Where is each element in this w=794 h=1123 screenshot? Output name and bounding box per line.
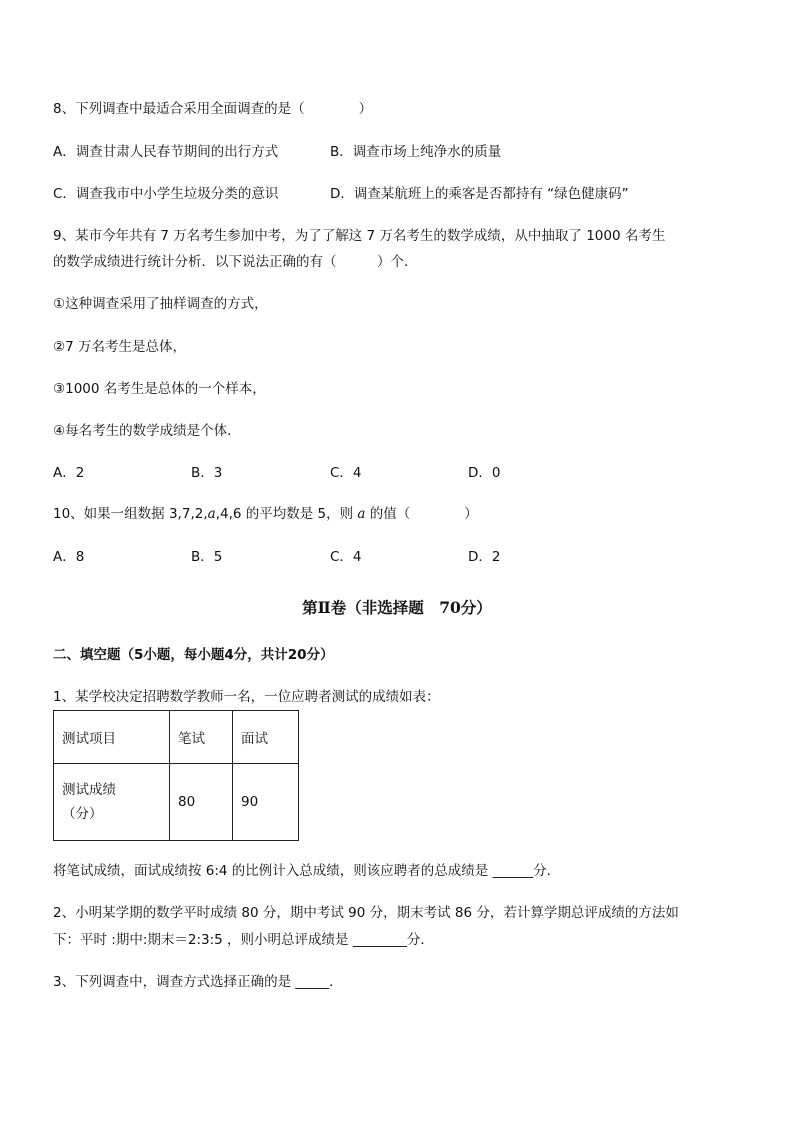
fill1-after: 将笔试成绩，面试成绩按 6:4 的比例计入总成绩，则该应聘者的总成绩是 ______分． (53, 863, 561, 879)
q10-option-c: C．4 (330, 549, 362, 565)
score-table (53, 710, 299, 841)
q8-option-d: D．调查某航班上的乘客是否都持有 “绿色健康码” (330, 186, 629, 202)
q9-statement-1: ①这种调查采用了抽样调查的方式， (53, 296, 268, 312)
fill3-stem: 3、下列调查中，调查方式选择正确的是 _____． (53, 974, 343, 990)
q10-option-d: D．2 (468, 549, 501, 565)
table-header-interview: 面试 (233, 711, 299, 764)
q9-statement-3: ③1000 名考生是总体的一个样本， (53, 381, 266, 397)
q9-statement-2: ②7 万名考生是总体， (53, 339, 186, 355)
fill-in-part-title: 二、填空题（5小题，每小题4分，共计20分） (53, 647, 334, 663)
fill2-line2: 下：平时 :期中:期末＝2:3:5 ，则小明总评成绩是 ________分． (53, 932, 434, 948)
q9-option-d: D．0 (468, 465, 501, 481)
q9-option-c: C．4 (330, 465, 362, 481)
fill2-line1: 2、小明某学期的数学平时成绩 80 分，期中考试 90 分，期末考试 86 分，若计算学期总评成绩的方法如 (53, 905, 679, 921)
q10-option-b: B．5 (191, 549, 223, 565)
table-row-label-line2: （分） (62, 806, 103, 822)
table-cell-written-score: 80 (170, 764, 233, 841)
q10-stem-pre: 10、如果一组数据 3,7,2, (53, 506, 208, 522)
table-row-label-line1: 测试成绩 (62, 782, 116, 798)
q8-option-c: C．调查我市中小学生垃圾分类的意识 (53, 186, 279, 202)
fill1-stem: 1、某学校决定招聘数学教师一名，一位应聘者测试的成绩如表： (53, 689, 440, 705)
q10-option-a: A．8 (53, 549, 85, 565)
section-2-title: 第Ⅱ卷（非选择题 70分） (302, 598, 492, 617)
q9-option-a: A．2 (53, 465, 85, 481)
table-row (54, 711, 299, 764)
q10-stem (53, 505, 478, 523)
q8-option-a: A．调查甘肃人民春节期间的出行方式 (53, 144, 279, 160)
q10-stem-post: 的值（ ） (365, 506, 478, 522)
q10-stem-mid: ,4,6 的平均数是 5，则 (215, 506, 358, 522)
q8-option-b: B．调查市场上纯净水的质量 (330, 144, 502, 160)
q8-stem: 8、下列调查中最适合采用全面调查的是（ ） (53, 101, 373, 117)
table-row (54, 764, 299, 841)
q10-variable-a: a (207, 506, 216, 522)
q9-statement-4: ④每名考生的数学成绩是个体． (53, 423, 241, 439)
q10-variable-a-2: a (357, 506, 366, 522)
q9-stem-line2: 的数学成绩进行统计分析．以下说法正确的有（ ）个． (53, 254, 418, 270)
q9-option-b: B．3 (191, 465, 223, 481)
table-header-item: 测试项目 (54, 711, 170, 764)
table-cell-interview-score: 90 (233, 764, 299, 841)
table-header-written: 笔试 (170, 711, 233, 764)
table-row-label (54, 764, 170, 841)
q9-stem-line1: 9、某市今年共有 7 万名考生参加中考，为了了解这 7 万名考生的数学成绩，从中抽取了 1000 名考生 (53, 228, 666, 244)
